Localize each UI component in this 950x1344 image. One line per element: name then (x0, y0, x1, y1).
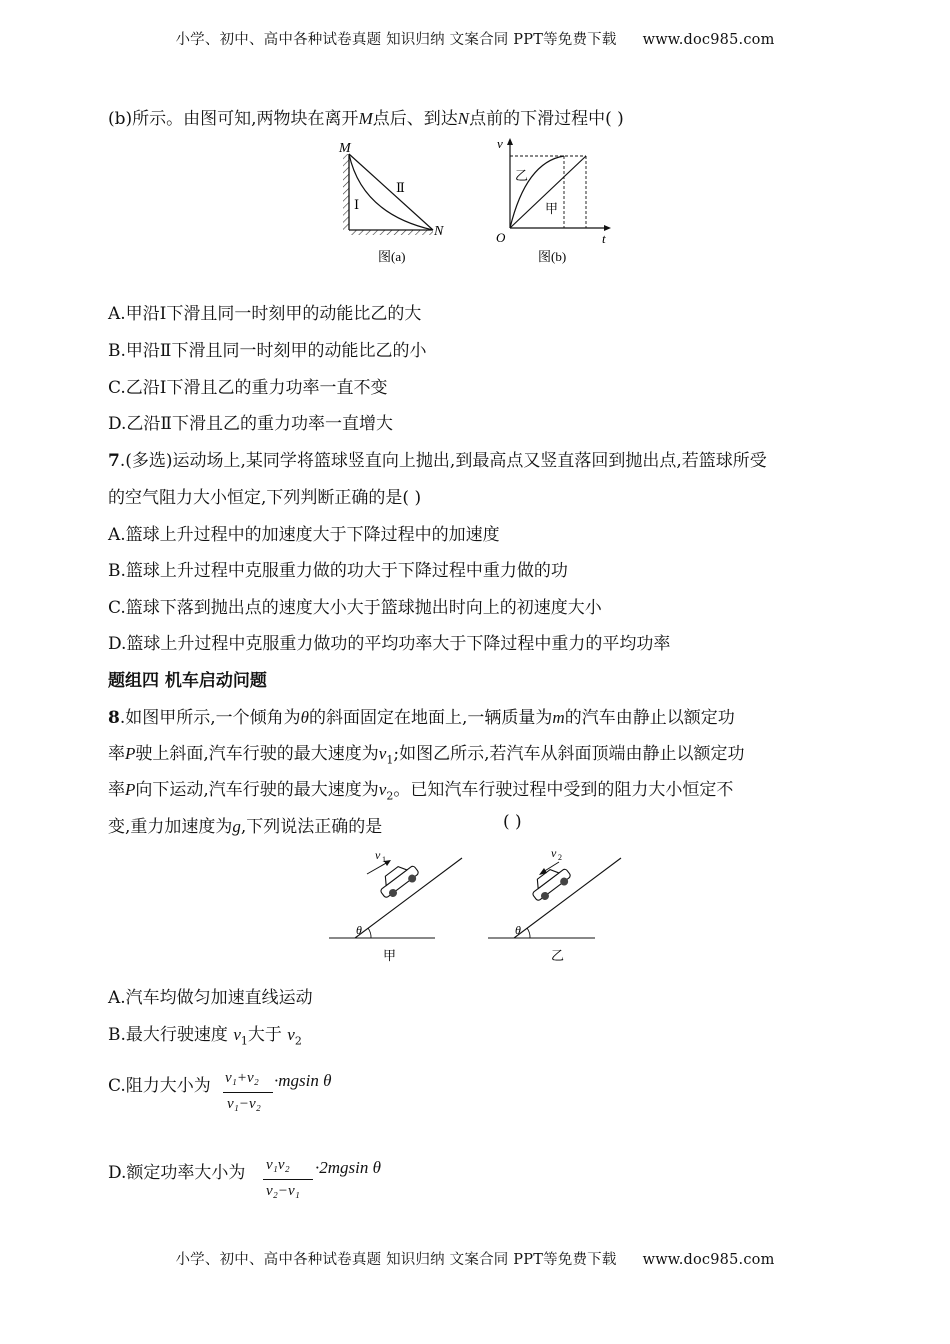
header-text: 小学、初中、高中各种试卷真题 知识归纳 文案合同 PPT等免费下载 (175, 32, 617, 48)
figure-a (330, 136, 460, 271)
q8-optd-post: ·2mgsin θ (315, 1158, 381, 1177)
q7-option-d: D.篮球上升过程中克服重力做功的平均功率大于下降过程中重力的平均功率 (108, 634, 671, 654)
q7-stem-line1 (108, 446, 767, 471)
q6-option-d: D.乙沿Ⅱ下滑且乙的重力功率一直增大 (108, 414, 393, 434)
q8-figure (325, 848, 635, 966)
q6-stem-mid: 点后、到达 (372, 109, 458, 129)
fig-b-axis-t: t (602, 231, 606, 246)
slope-yi-theta: θ (515, 923, 521, 937)
q8-l4b: ,下列说法正确的是 (240, 817, 383, 837)
q8-v2-sub: 2 (386, 789, 394, 803)
footer-site: www.doc985.com (642, 1252, 775, 1268)
q8-option-c: C.阻力大小为 (108, 1076, 211, 1096)
fig-a-label-n: N (434, 224, 444, 239)
q8-optc-fraction-bar (223, 1092, 273, 1093)
q8-optc-denominator: v₁−v₂ (227, 1096, 261, 1112)
q7-stem-line2: 的空气阻力大小恒定,下列判断正确的是( ) (108, 488, 422, 508)
q8-number: 8 (108, 708, 120, 728)
q6-option-a: A.甲沿Ⅰ下滑且同一时刻甲的动能比乙的大 (108, 304, 422, 324)
q8-optd-denominator: v₂−v₁ (266, 1183, 300, 1199)
q8-line2 (108, 739, 744, 766)
q8-l1c: 的汽车由静止以额定功 (564, 708, 735, 728)
fig-b-label-yi: 乙 (515, 168, 529, 183)
q8-p: P (125, 744, 136, 763)
line-jia (510, 156, 586, 228)
fig-b-caption: 图(b) (538, 249, 567, 264)
q8-optb-v2: v (287, 1025, 295, 1044)
car-yi-speed-sub: 2 (558, 853, 562, 862)
q6-point-n: N (457, 109, 470, 128)
q8-l4a: 变,重力加速度为 (108, 817, 233, 837)
q8-line3 (108, 775, 733, 802)
q8-v1: v (378, 744, 387, 763)
q8-optb-v1: v (233, 1025, 241, 1044)
header-site: www.doc985.com (642, 32, 775, 48)
q8-l2b: 驶上斜面,汽车行驶的最大速度为 (135, 744, 379, 764)
q8-l3a: 率 (108, 780, 125, 800)
q8-theta: θ (300, 708, 310, 727)
fig-jia-caption: 甲 (383, 948, 397, 963)
fig-a-label-ii: Ⅱ (396, 180, 405, 195)
q8-optb-mid: 大于 (247, 1025, 282, 1045)
fig-b-label-jia: 甲 (545, 201, 559, 216)
wall-hatch (343, 154, 349, 230)
q6-point-m: M (358, 109, 373, 128)
q8-g: g (232, 817, 241, 836)
q6-stem (108, 104, 624, 129)
q8-p2: P (125, 780, 136, 799)
car-jia-speed-sub: 1 (382, 855, 386, 864)
q8-l2a: 率 (108, 744, 125, 764)
q8-l2c: ;如图乙所示,若汽车从斜面顶端由静止以额定功 (393, 744, 745, 764)
q6-stem-prefix: (b)所示。由图可知,两物块在离开 (108, 109, 359, 129)
q8-optb-v2-sub: 2 (294, 1034, 302, 1048)
q6-option-c: C.乙沿Ⅰ下滑且乙的重力功率一直不变 (108, 378, 388, 398)
section-title: 题组四 机车启动问题 (108, 671, 267, 691)
q8-optd-numerator: v₁v₂ (266, 1157, 290, 1173)
q8-optd-fraction-bar (263, 1179, 313, 1180)
q6-option-b: B.甲沿Ⅱ下滑且同一时刻甲的动能比乙的小 (108, 341, 427, 361)
q6-stem-suffix: 点前的下滑过程中( ) (469, 109, 624, 129)
q8-option-b (108, 1020, 302, 1047)
fig-b-axis-v: v (497, 136, 503, 151)
page-header (0, 28, 950, 49)
footer-text: 小学、初中、高中各种试卷真题 知识归纳 文案合同 PPT等免费下载 (175, 1252, 617, 1268)
q8-optb-v1-sub: 1 (240, 1034, 248, 1048)
q8-line4 (108, 812, 382, 837)
slope-yi (514, 858, 621, 938)
q8-v2: v (378, 780, 387, 799)
slope-jia-theta: θ (356, 923, 362, 937)
track-ii (349, 154, 433, 230)
q8-optc-post: ·mgsin θ (274, 1071, 332, 1090)
q8-v1-sub: 1 (386, 753, 394, 767)
q8-option-a: A.汽车均做匀加速直线运动 (108, 988, 313, 1008)
q7-line1-text: .(多选)运动场上,某同学将篮球竖直向上抛出,到最高点又竖直落回到抛出点,若篮球所受 (119, 451, 767, 471)
page-footer (0, 1248, 950, 1269)
figure-b (490, 136, 620, 271)
ground-hatch (349, 230, 433, 235)
q8-line1 (108, 703, 735, 728)
fig-b-origin: O (496, 230, 506, 245)
q8-l3c: 。已知汽车行驶过程中受到的阻力大小恒定不 (393, 780, 734, 800)
q8-l1a: .如图甲所示,一个倾角为 (119, 708, 301, 728)
q7-option-b: B.篮球上升过程中克服重力做的功大于下降过程中重力做的功 (108, 561, 568, 581)
fig-a-label-i: Ⅰ (354, 197, 360, 212)
curve-yi (510, 156, 564, 228)
q8-optb-pre: B.最大行驶速度 (108, 1025, 228, 1045)
fig-a-caption: 图(a) (378, 249, 406, 264)
fig-a-label-m: M (339, 141, 351, 156)
q8-l3b: 向下运动,汽车行驶的最大速度为 (135, 780, 379, 800)
q8-option-d: D.额定功率大小为 (108, 1163, 246, 1183)
q8-m: m (552, 708, 565, 727)
q8-optc-numerator: v₁+v₂ (225, 1070, 259, 1086)
car-yi-speed-label: v (551, 848, 557, 860)
car-jia-speed-label: v (375, 848, 381, 862)
q7-number: 7 (108, 451, 120, 471)
q8-l1b: 的斜面固定在地面上,一辆质量为 (309, 708, 553, 728)
q7-option-c: C.篮球下落到抛出点的速度大小大于篮球抛出时向上的初速度大小 (108, 598, 602, 618)
q7-option-a: A.篮球上升过程中的加速度大于下降过程中的加速度 (108, 525, 500, 545)
fig-yi-caption: 乙 (551, 948, 565, 963)
q8-paren: ( ) (503, 812, 522, 832)
